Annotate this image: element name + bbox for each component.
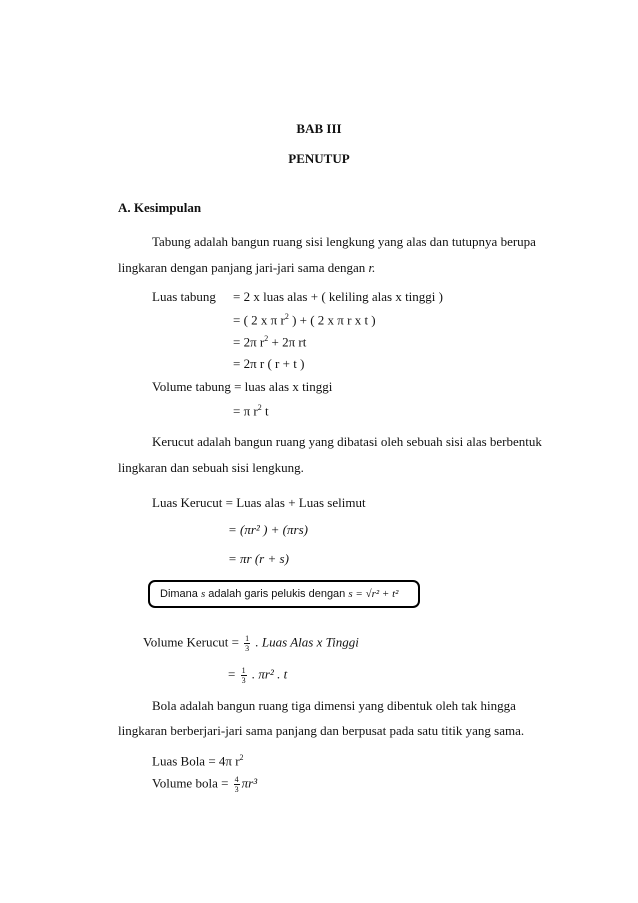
bola-paragraph-line2: lingkaran berberjari-jari sama panjang dan berpusat pada satu titik yang sama. <box>118 723 525 738</box>
luas-kerucut-line3: = πr (r + s) <box>228 551 289 566</box>
fraction-numerator: 1 <box>245 634 250 643</box>
luas-tabung-line3-head: = 2π r <box>233 334 265 350</box>
fraction-denominator: 3 <box>245 644 250 653</box>
note-text-a: Dimana <box>160 588 201 600</box>
kerucut-paragraph-line1: Kerucut adalah bangun ruang yang dibatasi oleh sebuah sisi alas berbentuk <box>152 434 542 449</box>
luas-tabung-line4: = 2π r ( r + t ) <box>233 356 305 371</box>
luas-tabung-line2-tail: ) + ( 2 x π r x t ) <box>288 312 376 328</box>
luas-kerucut-line2: = (πr² ) + (πrs) <box>228 522 308 537</box>
volume-tabung-tail: t <box>261 403 269 419</box>
superscript-two: 2 <box>239 753 244 762</box>
volume-bola-expr: πr³ <box>241 775 258 791</box>
luas-tabung-line2 <box>233 312 376 328</box>
luas-bola-label: Luas Bola = 4π r <box>152 753 240 769</box>
volume-tabung-head: = π r <box>233 403 258 419</box>
volume-bola-line <box>152 775 257 794</box>
superscript-two: 2 <box>257 403 262 412</box>
kerucut-paragraph-line2: lingkaran dan sebuah sisi lengkung. <box>118 460 304 475</box>
section-heading: A. Kesimpulan <box>118 200 202 215</box>
bola-paragraph-line1: Bola adalah bangun ruang tiga dimensi yang dibentuk oleh tak hingga <box>152 698 516 713</box>
superscript-two: 2 <box>264 334 269 343</box>
slant-height-note <box>160 588 398 600</box>
fraction-four-thirds <box>234 775 240 794</box>
luas-tabung-line1: = 2 x luas alas + ( keliling alas x tinggi ) <box>233 289 443 304</box>
volume-kerucut-expr1: . Luas Alas x Tinggi <box>252 634 359 650</box>
luas-tabung-line3-tail: + 2π rt <box>268 334 307 350</box>
volume-kerucut-line2 <box>228 666 287 685</box>
volume-tabung-label: Volume tabung = luas alas x tinggi <box>152 379 333 394</box>
tabung-paragraph-line2 <box>118 260 375 276</box>
luas-tabung-line2-head: = ( 2 x π r <box>233 312 285 328</box>
luas-kerucut-label: Luas Kerucut = Luas alas + Luas selimut <box>152 495 366 510</box>
chapter-title: PENUTUP <box>288 151 350 166</box>
fraction-one-third <box>241 666 247 685</box>
volume-bola-label: Volume bola = <box>152 775 229 791</box>
note-var-s: s <box>200 588 206 600</box>
fraction-denominator: 3 <box>241 676 246 685</box>
fraction-numerator: 1 <box>241 666 246 675</box>
chapter-label: BAB III <box>296 121 342 136</box>
volume-kerucut-line1 <box>143 634 359 653</box>
luas-tabung-line3 <box>233 334 306 350</box>
note-text-b: adalah garis pelukis dengan <box>205 588 349 600</box>
volume-tabung-line <box>233 403 269 419</box>
equals-sign: = <box>228 666 236 682</box>
fraction-numerator: 4 <box>234 775 239 784</box>
tabung-paragraph-text: lingkaran dengan panjang jari-jari sama dengan <box>118 260 369 275</box>
slant-height-note-box <box>148 580 420 608</box>
luas-tabung-label: Luas tabung <box>152 289 216 304</box>
tabung-paragraph-line1: Tabung adalah bangun ruang sisi lengkung yang alas dan tutupnya berupa <box>152 234 536 249</box>
note-formula: s = √r² + t² <box>348 588 399 600</box>
tabung-radius-var: r. <box>368 260 376 275</box>
superscript-two: 2 <box>284 312 289 321</box>
volume-kerucut-label: Volume Kerucut = <box>143 634 239 650</box>
luas-bola-line <box>152 753 244 769</box>
volume-kerucut-expr2: . πr² . t <box>248 666 288 682</box>
fraction-one-third <box>244 634 250 653</box>
fraction-denominator: 3 <box>234 785 239 794</box>
